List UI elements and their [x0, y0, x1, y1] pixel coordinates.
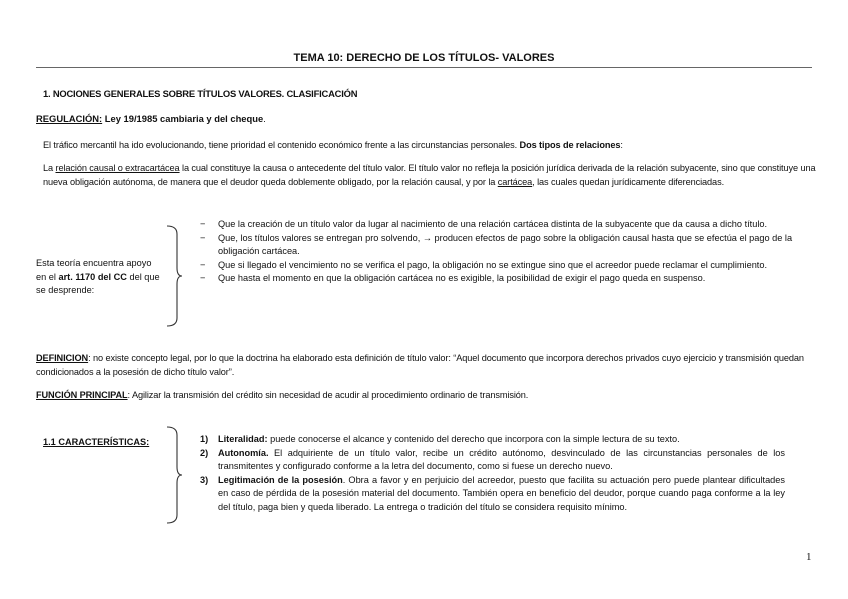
p1-text: El tráfico mercantil ha ido evolucionando, tiene prioridad el contenido económico frente a las circunstancias personales. — [43, 140, 520, 150]
paragraph-relacion-causal — [43, 162, 823, 189]
definicion-text: : no existe concepto legal, por lo que la doctrina ha elaborado esta definición de título valor: “Aquel documento que incorpora derechos privados cuyo ejercicio y transmisión quedan condicionados a la posesión de dicho título valor”. — [36, 353, 804, 377]
bullet-text: Que la creación de un título valor da lugar al nacimiento de una relación cartácea distinta de la subyacente que da causa a dicho título. — [218, 219, 768, 229]
definicion-paragraph — [36, 352, 816, 379]
caracteristicas-list — [200, 433, 785, 514]
side-a: Esta teoría encuentra apoyo en el — [36, 258, 152, 282]
page-number: 1 — [806, 551, 812, 563]
funcion-label: FUNCIÓN PRINCIPAL — [36, 390, 128, 400]
bullet-text: Que, los títulos valores se entregan pro solvendo, → producen efectos de pago sobre la obligación causal hasta que se efectúa el pago de la obligación cartácea. — [218, 232, 793, 256]
item-text: puede conocerse el alcance y contenido del derecho que incorpora con la simple lectura de su texto. — [267, 434, 680, 444]
p1-bold: Dos tipos de relaciones — [519, 140, 621, 150]
item-number: 2) — [200, 447, 209, 458]
definicion-label: DEFINICION — [36, 353, 89, 363]
list-item — [200, 433, 785, 447]
regulacion-line — [36, 112, 266, 126]
item-text: . Obra a favor y en perjuicio del acreedor, puesto que facilita su actuación pero puede plantear dificultades en caso de pérdida de la posesión material del documento. También opera en beneficio del deudor, porque cuando paga conforme a la ley del título, paga bien y queda liberado. La entrega o tradición del título se considera requisito mínimo. — [218, 474, 785, 512]
item-number: 3) — [200, 474, 209, 485]
section-heading-1: 1. NOCIONES GENERALES SOBRE TÍTULOS VALORES. CLASIFICACIÓN — [43, 88, 358, 99]
regulacion-value: Ley 19/1985 cambiaria y del cheque — [102, 113, 264, 124]
curly-brace-icon — [163, 425, 183, 525]
p1-end: : — [620, 140, 623, 150]
p2-b: la cual constituye la causa o antecedente del título valor. El título valor no refleja la posición jurídica derivada de la relación subyacente, sino que constituye una nueva obligación autónoma, de manera que el deudor queda doblemente obligado, por la relación causal, y por la — [43, 163, 816, 187]
p2-underlined-cartacea: cartácea — [497, 176, 533, 187]
p2-underlined-relacion: relación causal o extracartácea — [55, 163, 180, 173]
dash-marker: − — [200, 259, 206, 270]
curly-brace-icon — [163, 224, 183, 328]
item-text: El adquiriente de un título valor, recibe un crédito autónomo, desvinculado de las circunstancias personales de los transmitentes y configurado conforme a la letra del documento, como si fuese un derecho nuevo. — [218, 447, 785, 471]
item-label: Literalidad: — [218, 434, 268, 444]
list-item — [200, 474, 785, 515]
bullet-list-art1170 — [200, 218, 800, 286]
regulacion-label: REGULACIÓN: — [36, 113, 103, 124]
section-heading-1-1: 1.1 CARACTERÍSTICAS: — [43, 437, 150, 447]
title-underline-rule — [36, 67, 812, 68]
p2-a: La — [43, 163, 56, 173]
dash-marker: − — [200, 232, 206, 243]
side-bold: art. 1170 del CC — [58, 271, 127, 282]
bullet-text: Que hasta el momento en que la obligación cartácea no es exigible, la posibilidad de exigir el pago queda en suspenso. — [218, 273, 706, 283]
funcion-principal-paragraph — [36, 389, 816, 403]
side-b: del que se desprende: — [36, 271, 160, 295]
p2-c: , las cuales quedan jurídicamente diferenciadas. — [532, 176, 725, 187]
list-item — [200, 218, 800, 232]
dash-marker: − — [200, 273, 206, 283]
side-note-art1170 — [36, 257, 161, 298]
document-title: TEMA 10: DERECHO DE LOS TÍTULOS- VALORES — [293, 52, 555, 64]
funcion-text: : Agilizar la transmisión del crédito sin necesidad de acudir al procedimiento ordinario de transmisión. — [127, 390, 529, 400]
list-item — [200, 447, 785, 474]
item-label: Legitimación de la posesión — [218, 474, 343, 485]
list-item — [200, 272, 800, 286]
bullet-text: Que si llegado el vencimiento no se verifica el pago, la obligación no se extingue sino que el acreedor puede reclamar el cumplimiento. — [218, 259, 768, 270]
regulacion-end: . — [263, 113, 266, 124]
list-item — [200, 232, 800, 259]
list-item — [200, 259, 800, 273]
dash-marker: − — [200, 219, 206, 229]
paragraph-trafico — [43, 139, 823, 153]
item-number: 1) — [200, 434, 209, 444]
item-label: Autonomía. — [218, 447, 269, 458]
